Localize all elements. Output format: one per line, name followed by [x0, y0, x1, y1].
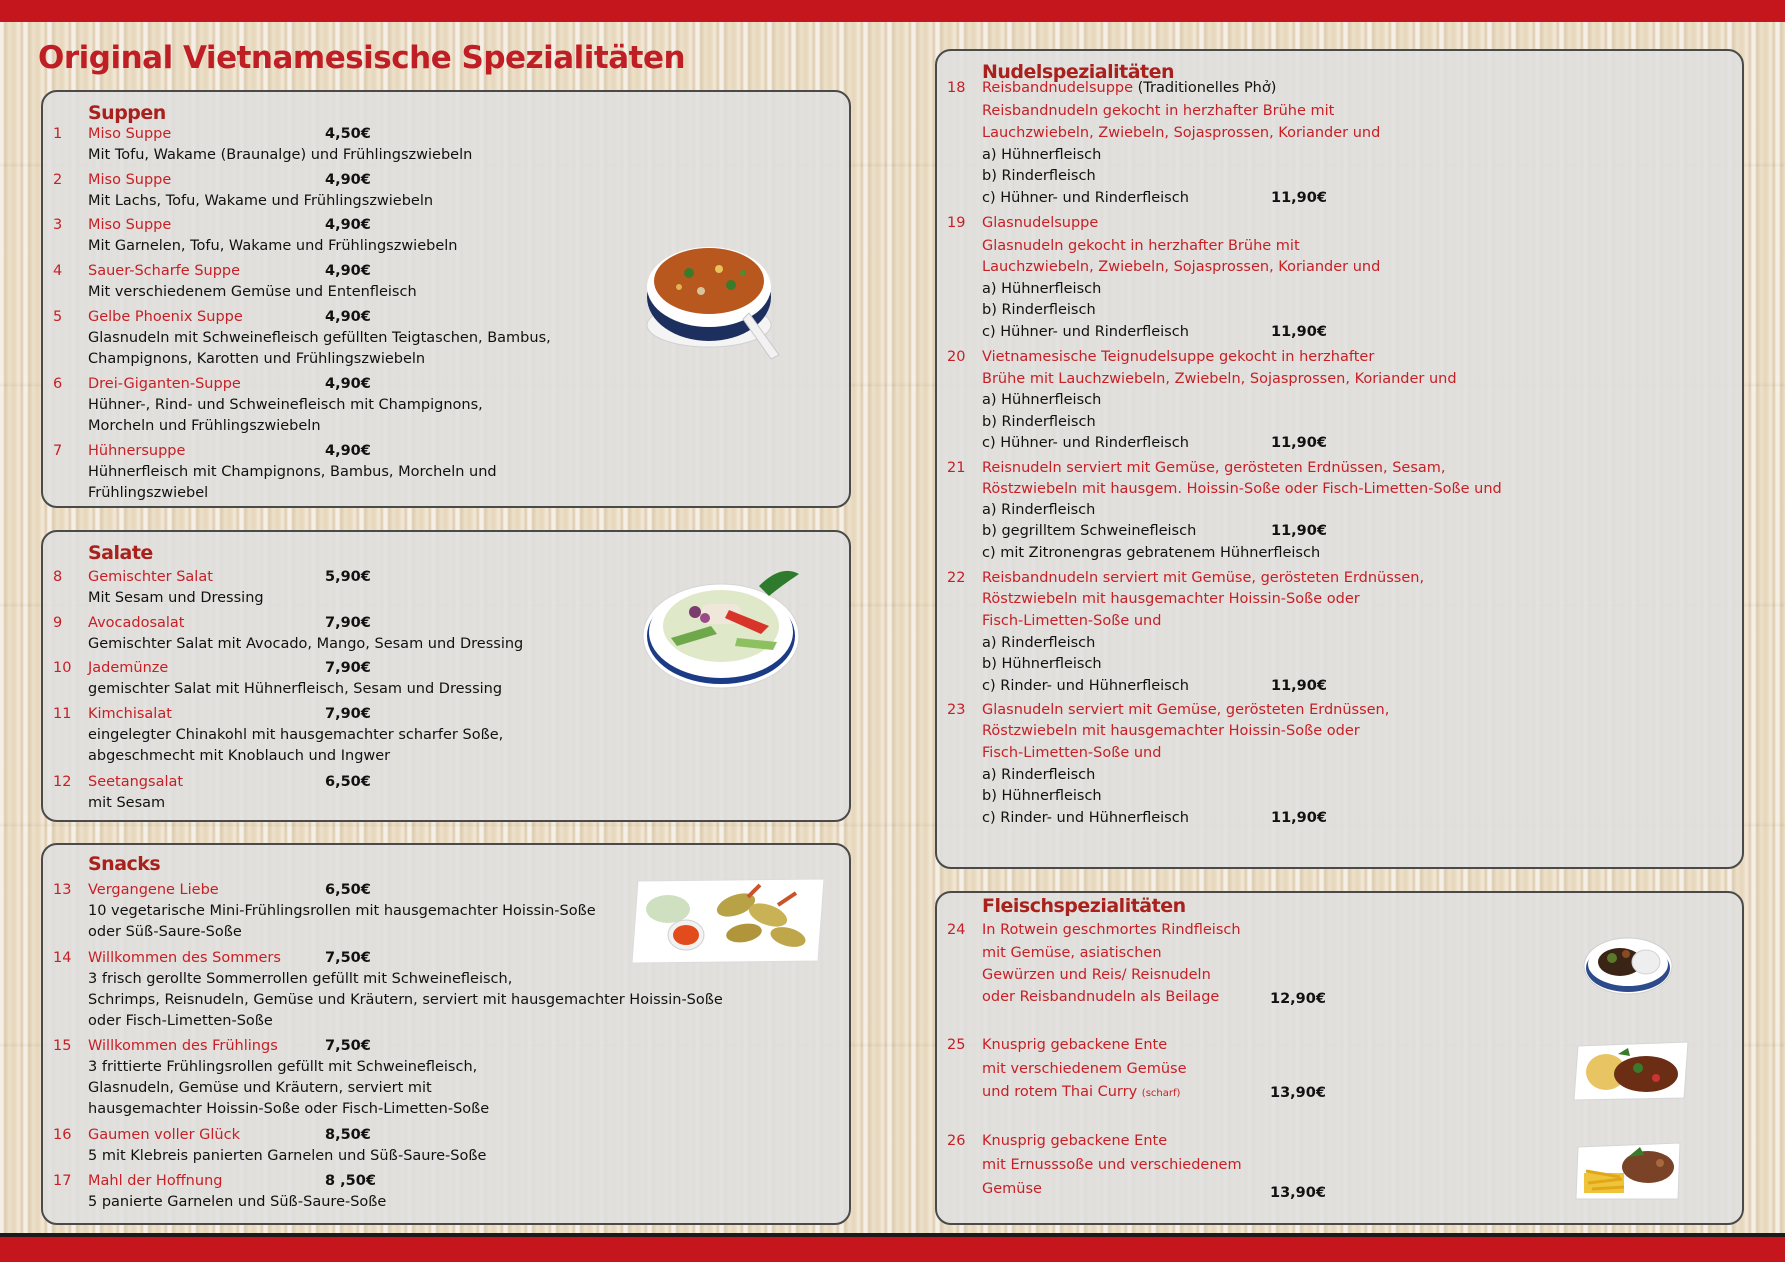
crispy-duck-image [1574, 1137, 1684, 1203]
item-number: 2 [53, 172, 63, 188]
item-name: Drei-Giganten-Suppe [88, 376, 241, 392]
item-name: Glasnudelsuppe [982, 215, 1099, 231]
item-price: 11,90€ [1271, 435, 1327, 451]
item-price: 8,50€ [325, 1127, 371, 1143]
item-name: Miso Suppe [88, 126, 172, 142]
item-option: c) Hühner- und Rinderfleisch [982, 435, 1189, 451]
item-number: 6 [53, 376, 63, 392]
item-number: 13 [53, 882, 72, 898]
bottom-red-bar [0, 1233, 1785, 1262]
item-option: c) Hühner- und Rinderfleisch [982, 324, 1189, 340]
item-number: 18 [947, 80, 966, 96]
item-number: 19 [947, 215, 966, 231]
fleisch-panel [935, 891, 1744, 1225]
item-number: 9 [53, 615, 63, 631]
item-name-line [982, 1082, 1180, 1103]
item-name: Miso Suppe [88, 217, 172, 233]
item-option: a) Rinderfleisch [982, 635, 1096, 651]
top-red-bar [0, 0, 1785, 22]
item-description: Fisch-Limetten-Soße und [982, 613, 1162, 629]
item-price: 13,90€ [1270, 1085, 1326, 1101]
item-price: 11,90€ [1271, 324, 1327, 340]
item-description: Röstzwiebeln mit hausgem. Hoissin-Soße oder Fisch-Limetten-Soße und [982, 481, 1502, 497]
item-price: 4,90€ [325, 172, 371, 188]
item-option: b) Rinderfleisch [982, 168, 1096, 184]
item-name: und rotem Thai Curry [982, 1084, 1138, 1100]
item-description: 10 vegetarische Mini-Frühlingsrollen mit hausgemachter Hoissin-Soße [88, 903, 596, 919]
item-name: Mahl der Hoffnung [88, 1173, 223, 1189]
salate-heading: Salate [88, 542, 153, 564]
item-number: 12 [53, 774, 72, 790]
spring-rolls-image [628, 875, 828, 967]
nudel-heading: Nudelspezialitäten [982, 61, 1175, 83]
item-price: 11,90€ [1271, 810, 1327, 826]
item-name: Willkommen des Sommers [88, 950, 281, 966]
item-name: Knusprig gebackene Ente [982, 1133, 1168, 1149]
item-name: Reisnudeln serviert mit Gemüse, gerösteten Erdnüssen, Sesam, [982, 460, 1446, 476]
item-name: In Rotwein geschmortes Rindfleisch [982, 922, 1241, 938]
item-name: Sauer-Scharfe Suppe [88, 263, 241, 279]
item-description: 5 panierte Garnelen und Süß-Saure-Soße [88, 1194, 387, 1210]
item-name: Gaumen voller Glück [88, 1127, 240, 1143]
fleisch-heading: Fleischspezialitäten [982, 895, 1186, 917]
item-name: Reisbandnudeln serviert mit Gemüse, gerösteten Erdnüssen, [982, 570, 1425, 586]
item-price: 12,90€ [1270, 991, 1326, 1007]
item-description: Mit Sesam und Dressing [88, 590, 264, 606]
item-number: 25 [947, 1037, 966, 1053]
item-price: 7,50€ [325, 950, 371, 966]
item-description: Lauchzwiebeln, Zwiebeln, Sojasprossen, Koriander und [982, 259, 1381, 275]
item-name: mit Ernusssoße und verschiedenem [982, 1157, 1242, 1173]
duck-curry-image [1572, 1038, 1692, 1104]
item-name-line [982, 78, 1276, 99]
item-description: mit Sesam [88, 795, 166, 811]
item-description: Röstzwiebeln mit hausgemachter Hoissin-Soße oder [982, 723, 1360, 739]
spicy-note: (scharf) [1141, 1088, 1181, 1099]
item-name: Gemischter Salat [88, 569, 213, 585]
item-option: c) Hühner- und Rinderfleisch [982, 190, 1189, 206]
item-option: a) Hühnerfleisch [982, 392, 1102, 408]
item-name-suffix: (Traditionelles Phở) [1137, 80, 1277, 96]
snacks-heading: Snacks [88, 853, 161, 875]
item-number: 14 [53, 950, 72, 966]
snacks-panel [41, 843, 851, 1225]
item-number: 21 [947, 460, 966, 476]
item-number: 17 [53, 1173, 72, 1189]
item-option: b) Rinderfleisch [982, 302, 1096, 318]
suppen-panel [41, 90, 851, 508]
item-option: b) gegrilltem Schweinefleisch [982, 523, 1197, 539]
item-number: 3 [53, 217, 63, 233]
item-description: Hühner-, Rind- und Schweinefleisch mit Champignons, [88, 397, 483, 413]
item-price: 7,90€ [325, 660, 371, 676]
item-number: 5 [53, 309, 63, 325]
item-description: 3 frisch gerollte Sommerrollen gefüllt mit Schweinefleisch, [88, 971, 513, 987]
item-description: Brühe mit Lauchzwiebeln, Zwiebeln, Sojasprossen, Koriander und [982, 371, 1457, 387]
item-description: Frühlingszwiebel [88, 485, 209, 501]
item-number: 10 [53, 660, 72, 676]
item-price: 7,50€ [325, 1038, 371, 1054]
item-name: Jademünze [88, 660, 169, 676]
item-option: c) mit Zitronengras gebratenem Hühnerfleisch [982, 545, 1321, 561]
soup-bowl-image [631, 225, 791, 365]
item-name: Glasnudeln serviert mit Gemüse, gerösteten Erdnüssen, [982, 702, 1390, 718]
item-price: 6,50€ [325, 882, 371, 898]
nudel-panel [935, 49, 1744, 869]
item-description: Mit Lachs, Tofu, Wakame und Frühlingszwiebeln [88, 193, 434, 209]
item-option: a) Hühnerfleisch [982, 281, 1102, 297]
item-description: Morcheln und Frühlingszwiebeln [88, 418, 321, 434]
item-price: 7,90€ [325, 615, 371, 631]
item-name: Seetangsalat [88, 774, 184, 790]
item-name: mit Gemüse, asiatischen [982, 945, 1162, 961]
item-description: gemischter Salat mit Hühnerfleisch, Sesam und Dressing [88, 681, 503, 697]
salate-panel [41, 530, 851, 822]
item-description: Mit Tofu, Wakame (Braunalge) und Frühlingszwiebeln [88, 147, 473, 163]
beef-stew-image [1580, 928, 1676, 998]
item-description: oder Süß-Saure-Soße [88, 924, 242, 940]
item-description: Glasnudeln, Gemüse und Kräutern, serviert mit [88, 1080, 432, 1096]
item-name: Willkommen des Frühlings [88, 1038, 278, 1054]
item-number: 20 [947, 349, 966, 365]
item-option: a) Rinderfleisch [982, 502, 1096, 518]
item-price: 11,90€ [1271, 678, 1327, 694]
item-price: 13,90€ [1270, 1185, 1326, 1201]
item-number: 8 [53, 569, 63, 585]
item-number: 26 [947, 1133, 966, 1149]
item-description: Mit Garnelen, Tofu, Wakame und Frühlingszwiebeln [88, 238, 458, 254]
suppen-heading: Suppen [88, 102, 166, 124]
item-name: Miso Suppe [88, 172, 172, 188]
item-name: mit verschiedenem Gemüse [982, 1061, 1187, 1077]
item-description: Glasnudeln gekocht in herzhafter Brühe mit [982, 238, 1300, 254]
item-name: Avocadosalat [88, 615, 185, 631]
item-name: Vergangene Liebe [88, 882, 219, 898]
item-description: 3 frittierte Frühlingsrollen gefüllt mit Schweinefleisch, [88, 1059, 478, 1075]
item-price: 4,90€ [325, 217, 371, 233]
item-description: Schrimps, Reisnudeln, Gemüse und Kräutern, serviert mit hausgemachter Hoissin-Soße [88, 992, 723, 1008]
item-name: Kimchisalat [88, 706, 172, 722]
item-price: 5,90€ [325, 569, 371, 585]
item-description: Röstzwiebeln mit hausgemachter Hoissin-Soße oder [982, 591, 1360, 607]
item-option: a) Hühnerfleisch [982, 147, 1102, 163]
item-option: c) Rinder- und Hühnerfleisch [982, 810, 1189, 826]
item-name: Gewürzen und Reis/ Reisnudeln [982, 967, 1211, 983]
item-name: Knusprig gebackene Ente [982, 1037, 1168, 1053]
item-price: 4,50€ [325, 126, 371, 142]
salad-plate-image [641, 546, 811, 696]
item-description: oder Fisch-Limetten-Soße [88, 1013, 273, 1029]
item-description: 5 mit Klebreis panierten Garnelen und Süß-Saure-Soße [88, 1148, 487, 1164]
item-name: Vietnamesische Teignudelsuppe gekocht in herzhafter [982, 349, 1375, 365]
item-option: b) Hühnerfleisch [982, 788, 1102, 804]
item-description: Fisch-Limetten-Soße und [982, 745, 1162, 761]
item-description: hausgemachter Hoissin-Soße oder Fisch-Limetten-Soße [88, 1101, 490, 1117]
item-number: 24 [947, 922, 966, 938]
item-description: Glasnudeln mit Schweinefleisch gefüllten Teigtaschen, Bambus, [88, 330, 551, 346]
item-number: 16 [53, 1127, 72, 1143]
item-price: 6,50€ [325, 774, 371, 790]
item-description: Hühnerfleisch mit Champignons, Bambus, Morcheln und [88, 464, 497, 480]
item-price: 4,90€ [325, 443, 371, 459]
item-number: 1 [53, 126, 63, 142]
item-price: 11,90€ [1271, 523, 1327, 539]
item-price: 4,90€ [325, 263, 371, 279]
item-name: Gelbe Phoenix Suppe [88, 309, 243, 325]
item-option: b) Hühnerfleisch [982, 656, 1102, 672]
item-price: 8 ,50€ [325, 1173, 376, 1189]
item-option: b) Rinderfleisch [982, 414, 1096, 430]
item-number: 7 [53, 443, 63, 459]
item-number: 15 [53, 1038, 72, 1054]
item-name: Reisbandnudelsuppe [982, 80, 1134, 96]
item-price: 4,90€ [325, 376, 371, 392]
item-price: 11,90€ [1271, 190, 1327, 206]
item-description: Reisbandnudeln gekocht in herzhafter Brühe mit [982, 103, 1335, 119]
item-price: 4,90€ [325, 309, 371, 325]
page-title: Original Vietnamesische Spezialitäten [38, 40, 686, 76]
item-option: c) Rinder- und Hühnerfleisch [982, 678, 1189, 694]
item-name: oder Reisbandnudeln als Beilage [982, 989, 1220, 1005]
item-price: 7,90€ [325, 706, 371, 722]
item-description: Gemischter Salat mit Avocado, Mango, Sesam und Dressing [88, 636, 524, 652]
item-name: Gemüse [982, 1181, 1042, 1197]
item-option: a) Rinderfleisch [982, 767, 1096, 783]
item-number: 11 [53, 706, 72, 722]
item-description: Mit verschiedenem Gemüse und Entenfleisch [88, 284, 417, 300]
item-description: eingelegter Chinakohl mit hausgemachter scharfer Soße, [88, 727, 504, 743]
item-number: 4 [53, 263, 63, 279]
item-number: 23 [947, 702, 966, 718]
item-description: abgeschmecht mit Knoblauch und Ingwer [88, 748, 391, 764]
item-name: Hühnersuppe [88, 443, 186, 459]
item-description: Champignons, Karotten und Frühlingszwiebeln [88, 351, 426, 367]
item-description: Lauchzwiebeln, Zwiebeln, Sojasprossen, Koriander und [982, 125, 1381, 141]
item-number: 22 [947, 570, 966, 586]
